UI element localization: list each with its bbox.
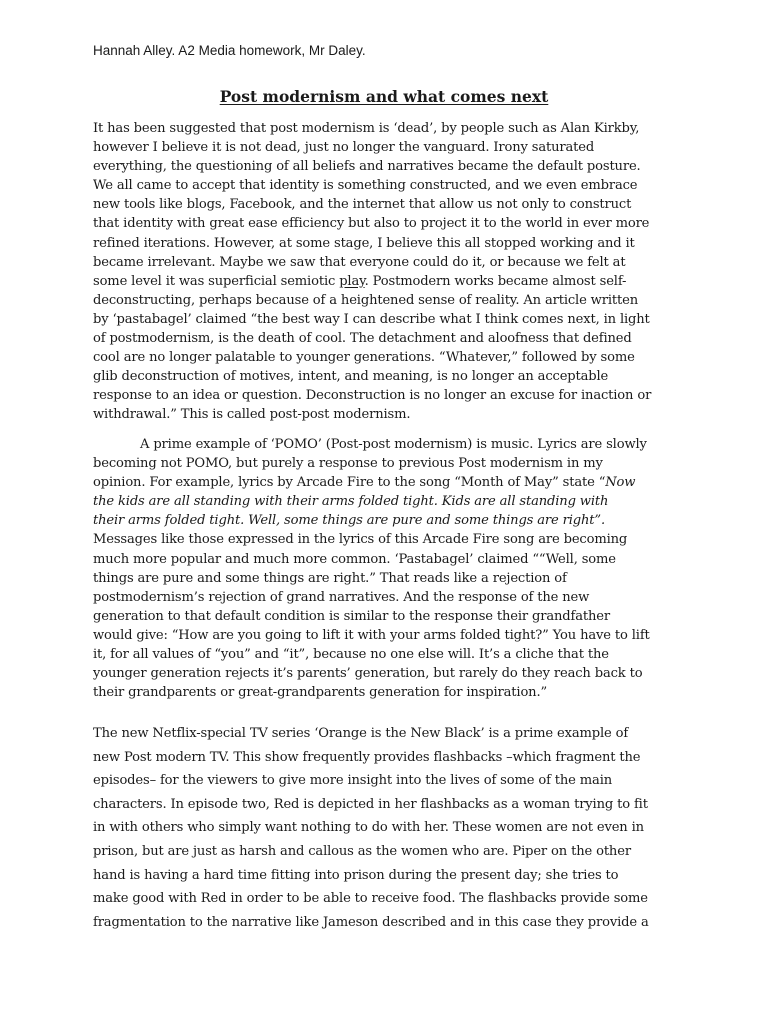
lyric-quote: the kids are all standing with their arms folded tight. Kids are all standing with xyxy=(93,494,609,510)
text-line: The new Netflix-special TV series ‘Orange is the New Black’ is a prime example of xyxy=(93,726,629,741)
text-line: episodes– for the viewers to give more insight into the lives of some of the main xyxy=(93,773,613,789)
text-line: It has been suggested that post modernism is ‘dead’, by people such as Alan Kirkby, xyxy=(93,121,640,136)
text-line: prison, but are just as harsh and callous as the women who are. Piper on the other xyxy=(93,843,631,859)
text-line: of postmodernism, is the death of cool. The detachment and aloofness that defined xyxy=(93,331,632,347)
text-line: younger generation rejects it’s parents’ generation, but rarely do they reach back to xyxy=(93,666,643,682)
text-line: fragmentation to the narrative like Jameson described and in this case they provide a xyxy=(93,914,649,930)
paragraph-2 xyxy=(93,435,677,702)
text-line: We all came to accept that identity is something constructed, and we even embrace xyxy=(93,178,638,194)
document-header: Hannah Alley. A2 Media homework, Mr Daley. xyxy=(93,43,366,58)
text-line: deconstructing, perhaps because of a heightened sense of reality. An article written xyxy=(93,292,638,308)
text-line: that identity with great ease efficiency but also to project it to the world in ever more xyxy=(93,216,650,232)
text-line: by ‘pastabagel’ claimed “the best way I can describe what I think comes next, in light xyxy=(93,311,650,327)
text-line: new tools like blogs, Facebook, and the internet that allow us not only to construct xyxy=(93,197,632,213)
underlined-word: play xyxy=(339,273,365,289)
text-line xyxy=(93,511,677,530)
lyric-quote: Now xyxy=(605,475,636,491)
text-segment: opinion. For example, lyrics by Arcade Fire to the song “Month of May” state “ xyxy=(93,475,606,491)
text-line: much more popular and much more common. ‘Pastabagel’ claimed ““Well, some xyxy=(93,551,616,567)
text-line: became irrelevant. Maybe we saw that everyone could do it, or because we felt at xyxy=(93,254,626,270)
text-line xyxy=(93,272,677,291)
paragraph-1 xyxy=(93,119,677,425)
text-line xyxy=(93,473,677,492)
text-line: refined iterations. However, at some stage, I believe this all stopped working and it xyxy=(93,235,635,251)
lyric-quote: their arms folded tight. Well, some things are pure and some things are right”. xyxy=(93,513,605,529)
text-line: characters. In episode two, Red is depicted in her flashbacks as a woman trying to fit xyxy=(93,796,648,812)
text-segment: some level it was superficial semiotic xyxy=(93,273,340,289)
paragraph-3 xyxy=(93,722,677,934)
text-line: withdrawal.” This is called post-post modernism. xyxy=(93,407,411,423)
text-line: make good with Red in order to be able to receive food. The flashbacks provide some xyxy=(93,891,648,907)
text-line: new Post modern TV. This show frequently provides flashbacks –which fragment the xyxy=(93,749,641,765)
text-line: becoming not POMO, but purely a response to previous Post modernism in my xyxy=(93,456,603,472)
document-title xyxy=(0,87,768,106)
text-line: glib deconstruction of motives, intent, and meaning, is no longer an acceptable xyxy=(93,369,609,385)
text-line: things are pure and some things are right.” That reads like a rejection of xyxy=(93,570,567,586)
text-segment: . Postmodern works became almost self- xyxy=(364,273,627,289)
text-line: would give: “How are you going to lift it with your arms folded tight?” You have to lift xyxy=(93,627,650,643)
text-line: generation to that default condition is similar to the response their grandfather xyxy=(93,608,610,624)
text-line: Messages like those expressed in the lyrics of this Arcade Fire song are becoming xyxy=(93,532,628,548)
text-line: hand is having a hard time fitting into prison during the present day; she tries to xyxy=(93,867,619,883)
text-line: cool are no longer palatable to younger generations. “Whatever,” followed by some xyxy=(93,350,635,366)
text-line: everything, the questioning of all beliefs and narratives became the default posture. xyxy=(93,159,641,175)
text-line: A prime example of ‘POMO’ (Post-post modernism) is music. Lyrics are slowly xyxy=(140,437,647,452)
text-line: it, for all values of “you” and “it”, because no one else will. It’s a cliche that the xyxy=(93,647,609,663)
text-line: postmodernism’s rejection of grand narratives. And the response of the new xyxy=(93,589,590,605)
title-text: Post modernism and what comes next xyxy=(219,87,549,106)
text-line: however I believe it is not dead, just no longer the vanguard. Irony saturated xyxy=(93,140,595,156)
text-line: in with others who simply want nothing to do with her. These women are not even in xyxy=(93,820,644,836)
text-line: response to an idea or question. Deconstruction is no longer an excuse for inaction or xyxy=(93,388,652,404)
text-line: their grandparents or great-grandparents generation for inspiration.” xyxy=(93,685,548,701)
text-line xyxy=(93,492,677,511)
